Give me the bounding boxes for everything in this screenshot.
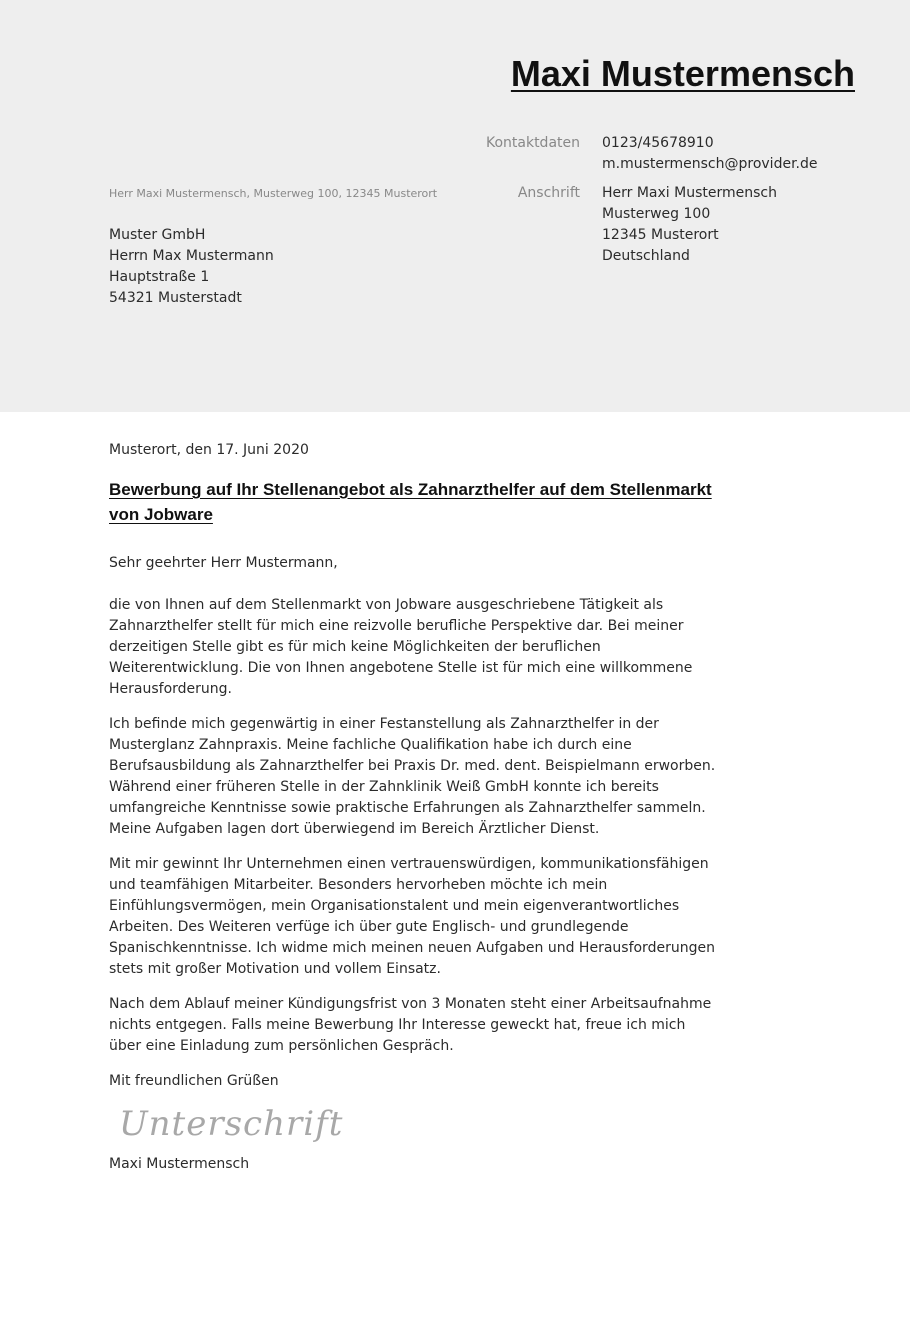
address-line: 12345 Musterort [602, 227, 719, 243]
signer-name: Maxi Mustermensch [109, 1156, 250, 1172]
salutation: Sehr geehrter Herr Mustermann, [109, 555, 338, 571]
letter-date: Musterort, den 17. Juni 2020 [109, 442, 309, 458]
recipient-line: Herrn Max Mustermann [109, 248, 274, 264]
address-line: Musterweg 100 [602, 206, 711, 222]
recipient-address [109, 225, 274, 309]
letter-body [109, 440, 721, 1175]
contact-label: Kontaktdaten [485, 135, 580, 151]
email-address: m.mustermensch@provider.de [602, 156, 818, 172]
signature: Unterschrift [119, 1104, 344, 1144]
body-paragraph: Mit mir gewinnt Ihr Unternehmen einen vertrauenswürdigen, kommunikationsfähigen und teamfähigen Mitarbeiter. Besonders hervorheben möchte ich mein Einfühlungsvermögen, mein Organisationstalent und mein eigenverantwortliches Arbeiten. Des Weiteren verfüge ich über gute Englisch- und grundlegende Spanischkenntnisse. Ich widme mich meinen neuen Aufgaben und Herausforderungen stets mit großer Motivation und vollem Einsatz. [109, 856, 715, 977]
closing-phrase: Mit freundlichen Grüßen [109, 1073, 279, 1089]
contact-row [420, 133, 860, 175]
address-values [602, 183, 777, 267]
applicant-name: Maxi Mustermensch [510, 53, 855, 94]
address-label: Anschrift [517, 185, 580, 201]
body-paragraph: Ich befinde mich gegenwärtig in einer Festanstellung als Zahnarzthelfer in der Musterglanz Zahnpraxis. Meine fachliche Qualifikation habe ich durch eine Berufsausbildung als Zahnarzthelfer bei Praxis Dr. med. dent. Beispielmann erworben. Während einer früheren Stelle in der Zahnklinik Weiß GmbH konnte ich bereits umfangreiche Kenntnisse sowie praktische Erfahrungen als Zahnarzthelfer sammeln. Meine Aufgaben lagen dort überwiegend im Bereich Ärztlicher Dienst. [109, 716, 716, 837]
recipient-line: 54321 Musterstadt [109, 290, 242, 306]
body-paragraph: Nach dem Ablauf meiner Kündigungsfrist von 3 Monaten steht einer Arbeitsaufnahme nichts entgegen. Falls meine Bewerbung Ihr Interesse geweckt hat, freue ich mich über eine Einladung zum persönlichen Gespräch. [109, 996, 712, 1054]
sender-return-line: Herr Maxi Mustermensch, Musterweg 100, 12345 Musterort [109, 187, 438, 200]
address-line: Herr Maxi Mustermensch [602, 185, 777, 201]
address-row [420, 183, 860, 267]
contact-block [420, 133, 860, 275]
letter-subject: Bewerbung auf Ihr Stellenangebot als Zahnarzthelfer auf dem Stellenmarkt von Jobware [109, 480, 712, 524]
contact-values [602, 133, 818, 175]
recipient-line: Hauptstraße 1 [109, 269, 210, 285]
recipient-line: Muster GmbH [109, 227, 206, 243]
body-paragraph: die von Ihnen auf dem Stellenmarkt von Jobware ausgeschriebene Tätigkeit als Zahnarzthelfer stellt für mich eine reizvolle berufliche Perspektive dar. Bei meiner derzeitigen Stelle gibt es für mich keine Möglichkeiten der beruflichen Weiterentwicklung. Die von Ihnen angebotene Stelle ist für mich eine willkommene Herausforderung. [109, 597, 693, 697]
phone-number: 0123/45678910 [602, 135, 714, 151]
address-line: Deutschland [602, 248, 690, 264]
